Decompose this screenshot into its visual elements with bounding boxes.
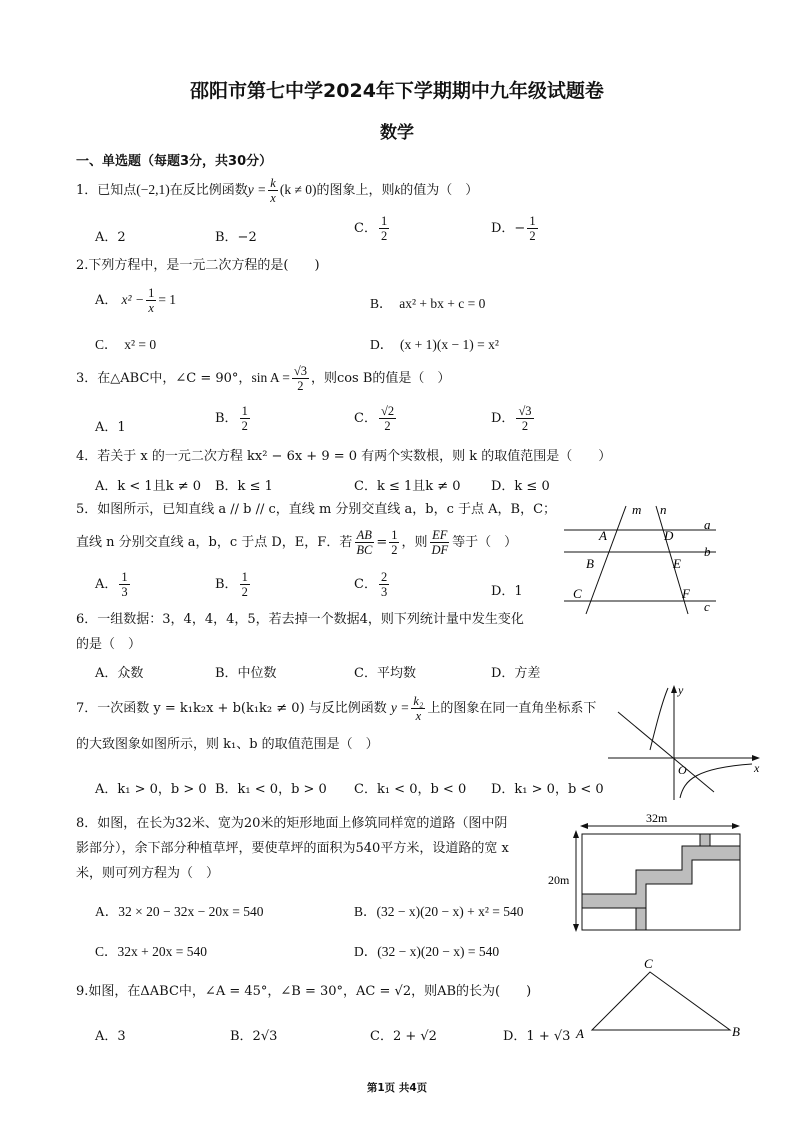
page-number: 第1页 共4页 xyxy=(366,1082,428,1094)
q4-option-c[interactable]: C．k ≤ 1且k ≠ 0 xyxy=(354,479,461,494)
q9-option-c[interactable]: C．2 + √2 xyxy=(370,1029,437,1044)
triangle-vertex-a: A xyxy=(576,1026,584,1041)
triangle-figure xyxy=(570,952,750,1044)
q2-option-d[interactable]: D． (x + 1)(x − 1) = x² xyxy=(370,337,499,352)
question-8-line1: 8．如图，在长为32米、宽为20米的矩形地面上修筑同样宽的道路（图中阴 xyxy=(76,816,508,831)
section-heading: 一、单选题（每题3分，共30分） xyxy=(76,154,273,169)
q1-option-b[interactable]: B．−2 xyxy=(215,230,257,245)
origin-label: O xyxy=(678,763,687,777)
triangle-vertex-c: C xyxy=(644,956,653,971)
parallel-lines-figure xyxy=(556,498,726,618)
question-5-line1: 5．如图所示，已知直线 a // b // c，直线 m 分别交直线 a，b，c 于点 A，B，C； xyxy=(76,502,557,517)
q5-option-b[interactable]: B． $\frac{1}{2}$ xyxy=(215,570,248,599)
q3-option-d[interactable]: D． $\frac{√3}{2}$ xyxy=(491,404,532,433)
question-4-stem: 4．若关于 x 的一元二次方程 kx² − 6x + 9 = 0 有两个实数根，则 k 的取值范围是（ ） xyxy=(76,449,612,464)
q2-option-b[interactable]: B． ax² + bx + c = 0 xyxy=(370,296,486,311)
label-point-c: C xyxy=(573,586,582,601)
q7-option-d[interactable]: D．k₁ > 0，b < 0 xyxy=(491,782,604,797)
q3-option-c[interactable]: C． $\frac{√2}{2}$ xyxy=(354,404,395,433)
q9-option-a[interactable]: A．3 xyxy=(95,1029,126,1044)
label-b: b xyxy=(704,544,711,559)
q4-option-b[interactable]: B．k ≤ 1 xyxy=(215,479,273,494)
label-point-d: D xyxy=(664,528,674,543)
question-7-line2: 的大致图象如图所示，则 k₁、b 的取值范围是（ ） xyxy=(76,737,379,752)
q1-option-c[interactable]: C． $\frac{1}{2}$ xyxy=(354,214,388,243)
function-graph-figure xyxy=(604,680,764,802)
label-point-a: A xyxy=(599,528,607,543)
q2-option-c[interactable]: C． x² = 0 xyxy=(95,337,157,352)
q9-option-d[interactable]: D．1 + √3 xyxy=(503,1029,571,1044)
question-8-line2: 影部分），余下部分种植草坪，要使草坪的面积为540平方米，设道路的宽 x xyxy=(76,841,509,856)
question-2-stem: 2.下列方程中，是一元二次方程的是( ) xyxy=(76,258,320,273)
axis-x-label: x xyxy=(754,761,760,775)
q4-option-d[interactable]: D．k ≤ 0 xyxy=(491,479,550,494)
axis-y-label: y xyxy=(678,683,684,697)
label-point-e: E xyxy=(673,556,681,571)
question-7-line1: 7．一次函数 y = k₁k₂x + b(k₁k₂ ≠ 0) 与反比例函数 y = $\frac{\text{k₂}}{x}$ 上的图象在同一直角坐标系下 xyxy=(76,694,597,723)
label-c: c xyxy=(704,599,710,614)
q8-option-a[interactable]: A．32 × 20 − 32x − 20x = 540 xyxy=(95,904,264,919)
q6-option-d[interactable]: D．方差 xyxy=(491,666,541,681)
question-5-line2: 直线 n 分别交直线 a，b，c 于点 D，E，F．若 $\frac{AB}{BC}$ = $\frac{1}{2}$ ，则 $\frac{EF}{DF}$ 等于（ ） xyxy=(76,528,518,557)
q8-option-b[interactable]: B．(32 − x)(20 − x) + x² = 540 xyxy=(354,904,524,919)
q5-option-d[interactable]: D．1 xyxy=(491,584,523,599)
q9-option-b[interactable]: B．2√3 xyxy=(230,1029,278,1044)
question-9-stem: 9.如图，在ΔABC中，∠A = 45°，∠B = 30°，AC = √2，则AB的长为( ) xyxy=(76,984,532,999)
q1-option-d[interactable]: D．− $\frac{1}{2}$ xyxy=(491,214,536,243)
question-3-stem: 3．在△ABC中，∠C = 90°，sin A = $\frac{√3}{2}$ ，则cos B的值是（ ） xyxy=(76,364,451,393)
q7-option-a[interactable]: A．k₁ > 0，b > 0 xyxy=(95,782,207,797)
label-m: m xyxy=(632,502,642,517)
question-6-line2: 的是（ ） xyxy=(76,637,142,652)
question-8-line3: 米，则可列方程为（ ） xyxy=(76,866,220,881)
q6-option-c[interactable]: C．平均数 xyxy=(354,666,416,681)
q8-option-c[interactable]: C．32x + 20x = 540 xyxy=(95,944,207,959)
rectangle-road-figure xyxy=(540,808,750,934)
width-label: 32m xyxy=(646,811,668,825)
label-point-f: F xyxy=(682,586,690,601)
label-a: a xyxy=(704,517,711,532)
height-label: 20m xyxy=(548,873,570,887)
q5-option-c[interactable]: C． $\frac{2}{3}$ xyxy=(354,570,388,599)
q1-option-a[interactable]: A．2 xyxy=(95,230,126,245)
page-title: 邵阳市第七中学2024年下学期期中九年级试题卷 xyxy=(190,80,604,102)
question-1-stem: 1．已知点(−2,1)在反比例函数y = $\frac{k}{x}$ (k ≠ 0)的图象上，则k的值为（ ） xyxy=(76,176,479,205)
label-point-b: B xyxy=(586,556,594,571)
q7-option-c[interactable]: C．k₁ < 0，b < 0 xyxy=(354,782,467,797)
q7-option-b[interactable]: B．k₁ < 0，b > 0 xyxy=(215,782,327,797)
q2-option-a[interactable]: A． x² − $\frac{1}{x}$ = 1 xyxy=(95,286,177,315)
q3-option-b[interactable]: B． $\frac{1}{2}$ xyxy=(215,404,248,433)
q8-option-d[interactable]: D．(32 − x)(20 − x) = 540 xyxy=(354,944,500,959)
triangle-vertex-b: B xyxy=(732,1024,740,1039)
q6-option-b[interactable]: B．中位数 xyxy=(215,666,277,681)
q3-option-a[interactable]: A．1 xyxy=(95,420,126,435)
subject-title: 数学 xyxy=(380,123,414,143)
q5-option-a[interactable]: A． $\frac{1}{3}$ xyxy=(95,570,128,599)
label-n: n xyxy=(660,502,667,517)
q4-option-a[interactable]: A．k < 1且k ≠ 0 xyxy=(95,479,201,494)
q6-option-a[interactable]: A．众数 xyxy=(95,666,144,681)
question-6-line1: 6．一组数据：3，4，4，4，5，若去掉一个数据4，则下列统计量中发生变化 xyxy=(76,612,524,627)
